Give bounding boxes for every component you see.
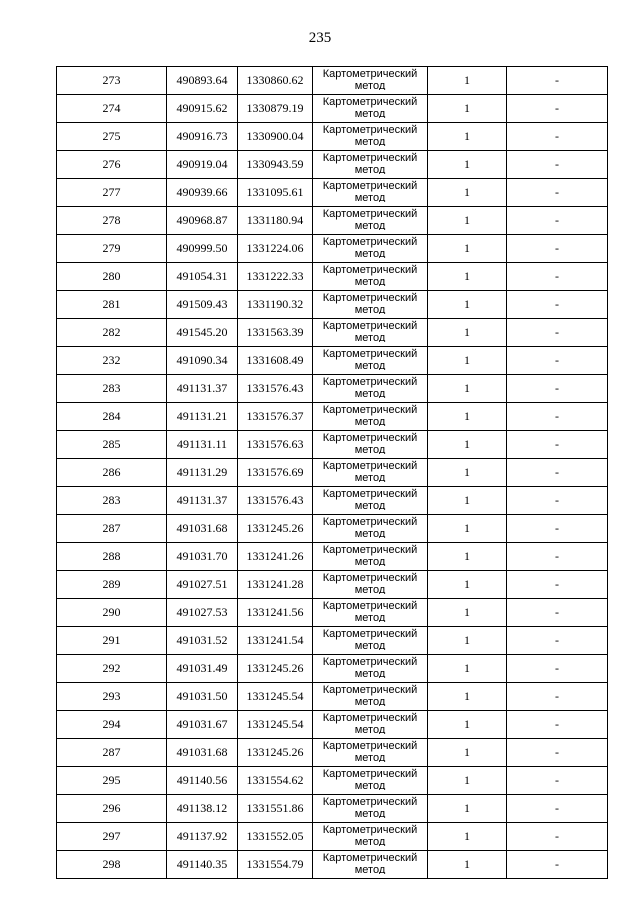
table-row — [57, 459, 608, 487]
x-coordinate-cell: 491131.21 — [167, 403, 238, 431]
method-cell — [313, 179, 428, 207]
method-line-2: метод — [354, 640, 386, 650]
point-number-cell: 284 — [57, 403, 167, 431]
y-coordinate-cell: 1331563.39 — [238, 319, 313, 347]
count-cell: 1 — [428, 599, 507, 627]
page-number: 235 — [308, 30, 332, 46]
method-line-1: Картометрический — [322, 152, 418, 164]
x-coordinate-cell: 490968.87 — [167, 207, 238, 235]
count-cell: 1 — [428, 95, 507, 123]
table-row — [57, 655, 608, 683]
x-coordinate-cell: 490916.73 — [167, 123, 238, 151]
method-line-2: метод — [354, 668, 386, 678]
method-line-1: Картометрический — [322, 460, 418, 472]
x-coordinate-cell: 490893.64 — [167, 67, 238, 95]
count-cell: 1 — [428, 655, 507, 683]
point-number-cell: 296 — [57, 795, 167, 823]
method-line-1: Картометрический — [322, 600, 418, 612]
method-line-1: Картометрический — [322, 376, 418, 388]
x-coordinate-cell: 491138.12 — [167, 795, 238, 823]
method-line-2: метод — [354, 360, 386, 370]
table-row — [57, 795, 608, 823]
point-number-cell: 285 — [57, 431, 167, 459]
method-line-1: Картометрический — [322, 432, 418, 444]
y-coordinate-cell: 1331245.54 — [238, 711, 313, 739]
dash-cell: - — [507, 739, 608, 767]
dash-cell: - — [507, 319, 608, 347]
method-line-2: метод — [354, 248, 386, 258]
method-line-2: метод — [354, 864, 386, 874]
x-coordinate-cell: 491140.56 — [167, 767, 238, 795]
method-cell — [313, 347, 428, 375]
point-number-cell: 290 — [57, 599, 167, 627]
method-line-2: метод — [354, 752, 386, 762]
point-number-cell: 291 — [57, 627, 167, 655]
table-row — [57, 151, 608, 179]
method-line-1: Картометрический — [322, 852, 418, 864]
table-row — [57, 431, 608, 459]
table-row — [57, 767, 608, 795]
y-coordinate-cell: 1331180.94 — [238, 207, 313, 235]
method-line-1: Картометрический — [322, 292, 418, 304]
method-line-2: метод — [354, 164, 386, 174]
dash-cell: - — [507, 375, 608, 403]
y-coordinate-cell: 1331245.26 — [238, 739, 313, 767]
y-coordinate-cell: 1331608.49 — [238, 347, 313, 375]
count-cell: 1 — [428, 627, 507, 655]
count-cell: 1 — [428, 739, 507, 767]
table-row — [57, 515, 608, 543]
method-cell — [313, 683, 428, 711]
x-coordinate-cell: 491027.53 — [167, 599, 238, 627]
y-coordinate-cell: 1330860.62 — [238, 67, 313, 95]
point-number-cell: 232 — [57, 347, 167, 375]
x-coordinate-cell: 491031.49 — [167, 655, 238, 683]
dash-cell: - — [507, 291, 608, 319]
count-cell: 1 — [428, 207, 507, 235]
y-coordinate-cell: 1331241.26 — [238, 543, 313, 571]
dash-cell: - — [507, 347, 608, 375]
count-cell: 1 — [428, 291, 507, 319]
count-cell: 1 — [428, 683, 507, 711]
method-line-2: метод — [354, 444, 386, 454]
y-coordinate-cell: 1331241.28 — [238, 571, 313, 599]
dash-cell: - — [507, 767, 608, 795]
table-row — [57, 375, 608, 403]
y-coordinate-cell: 1330943.59 — [238, 151, 313, 179]
count-cell: 1 — [428, 543, 507, 571]
count-cell: 1 — [428, 151, 507, 179]
dash-cell: - — [507, 95, 608, 123]
point-number-cell: 295 — [57, 767, 167, 795]
dash-cell: - — [507, 207, 608, 235]
table-row — [57, 207, 608, 235]
method-cell — [313, 795, 428, 823]
point-number-cell: 273 — [57, 67, 167, 95]
y-coordinate-cell: 1331241.54 — [238, 627, 313, 655]
point-number-cell: 283 — [57, 375, 167, 403]
dash-cell: - — [507, 403, 608, 431]
table-row — [57, 319, 608, 347]
count-cell: 1 — [428, 67, 507, 95]
count-cell: 1 — [428, 823, 507, 851]
y-coordinate-cell: 1331576.63 — [238, 431, 313, 459]
y-coordinate-cell: 1331551.86 — [238, 795, 313, 823]
count-cell: 1 — [428, 319, 507, 347]
method-line-2: метод — [354, 724, 386, 734]
dash-cell: - — [507, 123, 608, 151]
method-line-1: Картометрический — [322, 68, 418, 80]
dash-cell: - — [507, 823, 608, 851]
method-line-1: Картометрический — [322, 684, 418, 696]
y-coordinate-cell: 1331245.26 — [238, 515, 313, 543]
method-line-2: метод — [354, 696, 386, 706]
x-coordinate-cell: 490915.62 — [167, 95, 238, 123]
point-number-cell: 298 — [57, 851, 167, 879]
method-line-1: Картометрический — [322, 96, 418, 108]
dash-cell: - — [507, 655, 608, 683]
dash-cell: - — [507, 459, 608, 487]
method-cell — [313, 263, 428, 291]
point-number-cell: 279 — [57, 235, 167, 263]
method-cell — [313, 403, 428, 431]
method-line-1: Картометрический — [322, 236, 418, 248]
table-row — [57, 739, 608, 767]
method-line-2: метод — [354, 780, 386, 790]
method-line-1: Картометрический — [322, 348, 418, 360]
method-cell — [313, 571, 428, 599]
x-coordinate-cell: 491031.68 — [167, 515, 238, 543]
method-line-1: Картометрический — [322, 264, 418, 276]
point-number-cell: 283 — [57, 487, 167, 515]
method-cell — [313, 655, 428, 683]
point-number-cell: 281 — [57, 291, 167, 319]
table-row — [57, 599, 608, 627]
table-row — [57, 627, 608, 655]
table-row — [57, 235, 608, 263]
count-cell: 1 — [428, 431, 507, 459]
dash-cell: - — [507, 851, 608, 879]
point-number-cell: 286 — [57, 459, 167, 487]
method-cell — [313, 95, 428, 123]
point-number-cell: 297 — [57, 823, 167, 851]
method-line-1: Картометрический — [322, 768, 418, 780]
count-cell: 1 — [428, 767, 507, 795]
method-line-2: метод — [354, 808, 386, 818]
x-coordinate-cell: 491031.68 — [167, 739, 238, 767]
method-line-2: метод — [354, 388, 386, 398]
method-cell — [313, 291, 428, 319]
x-coordinate-cell: 491137.92 — [167, 823, 238, 851]
method-line-1: Картометрический — [322, 544, 418, 556]
y-coordinate-cell: 1331224.06 — [238, 235, 313, 263]
method-cell — [313, 375, 428, 403]
dash-cell: - — [507, 683, 608, 711]
table-row — [57, 291, 608, 319]
y-coordinate-cell: 1331552.05 — [238, 823, 313, 851]
count-cell: 1 — [428, 375, 507, 403]
method-line-1: Картометрический — [322, 572, 418, 584]
table-row — [57, 543, 608, 571]
table-row — [57, 403, 608, 431]
table-row — [57, 179, 608, 207]
method-line-2: метод — [354, 584, 386, 594]
y-coordinate-cell: 1331245.26 — [238, 655, 313, 683]
table-row — [57, 487, 608, 515]
method-line-2: метод — [354, 220, 386, 230]
count-cell: 1 — [428, 459, 507, 487]
method-cell — [313, 627, 428, 655]
x-coordinate-cell: 491090.34 — [167, 347, 238, 375]
method-line-1: Картометрический — [322, 712, 418, 724]
table-row — [57, 711, 608, 739]
x-coordinate-cell: 491031.70 — [167, 543, 238, 571]
x-coordinate-cell: 491031.50 — [167, 683, 238, 711]
method-line-1: Картометрический — [322, 404, 418, 416]
method-cell — [313, 711, 428, 739]
method-line-2: метод — [354, 836, 386, 846]
point-number-cell: 278 — [57, 207, 167, 235]
method-cell — [313, 851, 428, 879]
table-row — [57, 571, 608, 599]
dash-cell: - — [507, 515, 608, 543]
count-cell: 1 — [428, 515, 507, 543]
point-number-cell: 293 — [57, 683, 167, 711]
method-line-1: Картометрический — [322, 180, 418, 192]
x-coordinate-cell: 491054.31 — [167, 263, 238, 291]
y-coordinate-cell: 1331222.33 — [238, 263, 313, 291]
table-row — [57, 683, 608, 711]
method-cell — [313, 151, 428, 179]
method-cell — [313, 487, 428, 515]
method-cell — [313, 123, 428, 151]
table-row — [57, 851, 608, 879]
x-coordinate-cell: 491131.37 — [167, 375, 238, 403]
x-coordinate-cell: 491509.43 — [167, 291, 238, 319]
y-coordinate-cell: 1331241.56 — [238, 599, 313, 627]
x-coordinate-cell: 491031.67 — [167, 711, 238, 739]
point-number-cell: 277 — [57, 179, 167, 207]
count-cell: 1 — [428, 123, 507, 151]
table-row — [57, 263, 608, 291]
count-cell: 1 — [428, 487, 507, 515]
dash-cell: - — [507, 431, 608, 459]
dash-cell: - — [507, 487, 608, 515]
y-coordinate-cell: 1331576.37 — [238, 403, 313, 431]
point-number-cell: 288 — [57, 543, 167, 571]
count-cell: 1 — [428, 347, 507, 375]
method-cell — [313, 543, 428, 571]
count-cell: 1 — [428, 179, 507, 207]
dash-cell: - — [507, 599, 608, 627]
method-cell — [313, 823, 428, 851]
y-coordinate-cell: 1330879.19 — [238, 95, 313, 123]
table-row — [57, 347, 608, 375]
method-line-2: метод — [354, 472, 386, 482]
method-line-1: Картометрический — [322, 488, 418, 500]
point-number-cell: 289 — [57, 571, 167, 599]
x-coordinate-cell: 491027.51 — [167, 571, 238, 599]
method-cell — [313, 67, 428, 95]
x-coordinate-cell: 491131.11 — [167, 431, 238, 459]
method-cell — [313, 459, 428, 487]
coordinates-table — [56, 66, 608, 879]
method-line-2: метод — [354, 108, 386, 118]
method-line-1: Картометрический — [322, 516, 418, 528]
y-coordinate-cell: 1331095.61 — [238, 179, 313, 207]
method-line-2: метод — [354, 416, 386, 426]
method-line-1: Картометрический — [322, 320, 418, 332]
method-line-2: метод — [354, 612, 386, 622]
table-row — [57, 823, 608, 851]
count-cell: 1 — [428, 795, 507, 823]
x-coordinate-cell: 491131.29 — [167, 459, 238, 487]
count-cell: 1 — [428, 403, 507, 431]
dash-cell: - — [507, 179, 608, 207]
dash-cell: - — [507, 235, 608, 263]
table-body — [57, 67, 608, 879]
y-coordinate-cell: 1331576.43 — [238, 375, 313, 403]
method-cell — [313, 207, 428, 235]
method-line-1: Картометрический — [322, 124, 418, 136]
point-number-cell: 274 — [57, 95, 167, 123]
table-row — [57, 123, 608, 151]
y-coordinate-cell: 1331554.79 — [238, 851, 313, 879]
dash-cell: - — [507, 263, 608, 291]
y-coordinate-cell: 1331576.43 — [238, 487, 313, 515]
dash-cell: - — [507, 67, 608, 95]
method-cell — [313, 319, 428, 347]
method-line-1: Картометрический — [322, 628, 418, 640]
method-line-2: метод — [354, 528, 386, 538]
count-cell: 1 — [428, 263, 507, 291]
method-cell — [313, 235, 428, 263]
y-coordinate-cell: 1331554.62 — [238, 767, 313, 795]
point-number-cell: 292 — [57, 655, 167, 683]
y-coordinate-cell: 1331576.69 — [238, 459, 313, 487]
method-line-2: метод — [354, 304, 386, 314]
count-cell: 1 — [428, 235, 507, 263]
method-line-1: Картометрический — [322, 656, 418, 668]
dash-cell: - — [507, 711, 608, 739]
dash-cell: - — [507, 543, 608, 571]
count-cell: 1 — [428, 711, 507, 739]
point-number-cell: 280 — [57, 263, 167, 291]
method-line-2: метод — [354, 192, 386, 202]
count-cell: 1 — [428, 571, 507, 599]
method-line-2: метод — [354, 500, 386, 510]
table-row — [57, 67, 608, 95]
method-line-1: Картометрический — [322, 824, 418, 836]
point-number-cell: 282 — [57, 319, 167, 347]
method-cell — [313, 431, 428, 459]
method-line-1: Картометрический — [322, 796, 418, 808]
point-number-cell: 287 — [57, 515, 167, 543]
x-coordinate-cell: 491140.35 — [167, 851, 238, 879]
method-line-2: метод — [354, 556, 386, 566]
y-coordinate-cell: 1331190.32 — [238, 291, 313, 319]
method-cell — [313, 515, 428, 543]
x-coordinate-cell: 491545.20 — [167, 319, 238, 347]
point-number-cell: 276 — [57, 151, 167, 179]
method-line-2: метод — [354, 136, 386, 146]
x-coordinate-cell: 490999.50 — [167, 235, 238, 263]
method-line-2: метод — [354, 80, 386, 90]
dash-cell: - — [507, 571, 608, 599]
count-cell: 1 — [428, 851, 507, 879]
method-line-1: Картометрический — [322, 208, 418, 220]
dash-cell: - — [507, 151, 608, 179]
method-line-2: метод — [354, 276, 386, 286]
dash-cell: - — [507, 627, 608, 655]
method-cell — [313, 739, 428, 767]
x-coordinate-cell: 490919.04 — [167, 151, 238, 179]
y-coordinate-cell: 1331245.54 — [238, 683, 313, 711]
x-coordinate-cell: 491031.52 — [167, 627, 238, 655]
method-line-2: метод — [354, 332, 386, 342]
table-row — [57, 95, 608, 123]
method-cell — [313, 767, 428, 795]
x-coordinate-cell: 490939.66 — [167, 179, 238, 207]
y-coordinate-cell: 1330900.04 — [238, 123, 313, 151]
point-number-cell: 275 — [57, 123, 167, 151]
dash-cell: - — [507, 795, 608, 823]
point-number-cell: 287 — [57, 739, 167, 767]
x-coordinate-cell: 491131.37 — [167, 487, 238, 515]
method-line-1: Картометрический — [322, 740, 418, 752]
point-number-cell: 294 — [57, 711, 167, 739]
method-cell — [313, 599, 428, 627]
